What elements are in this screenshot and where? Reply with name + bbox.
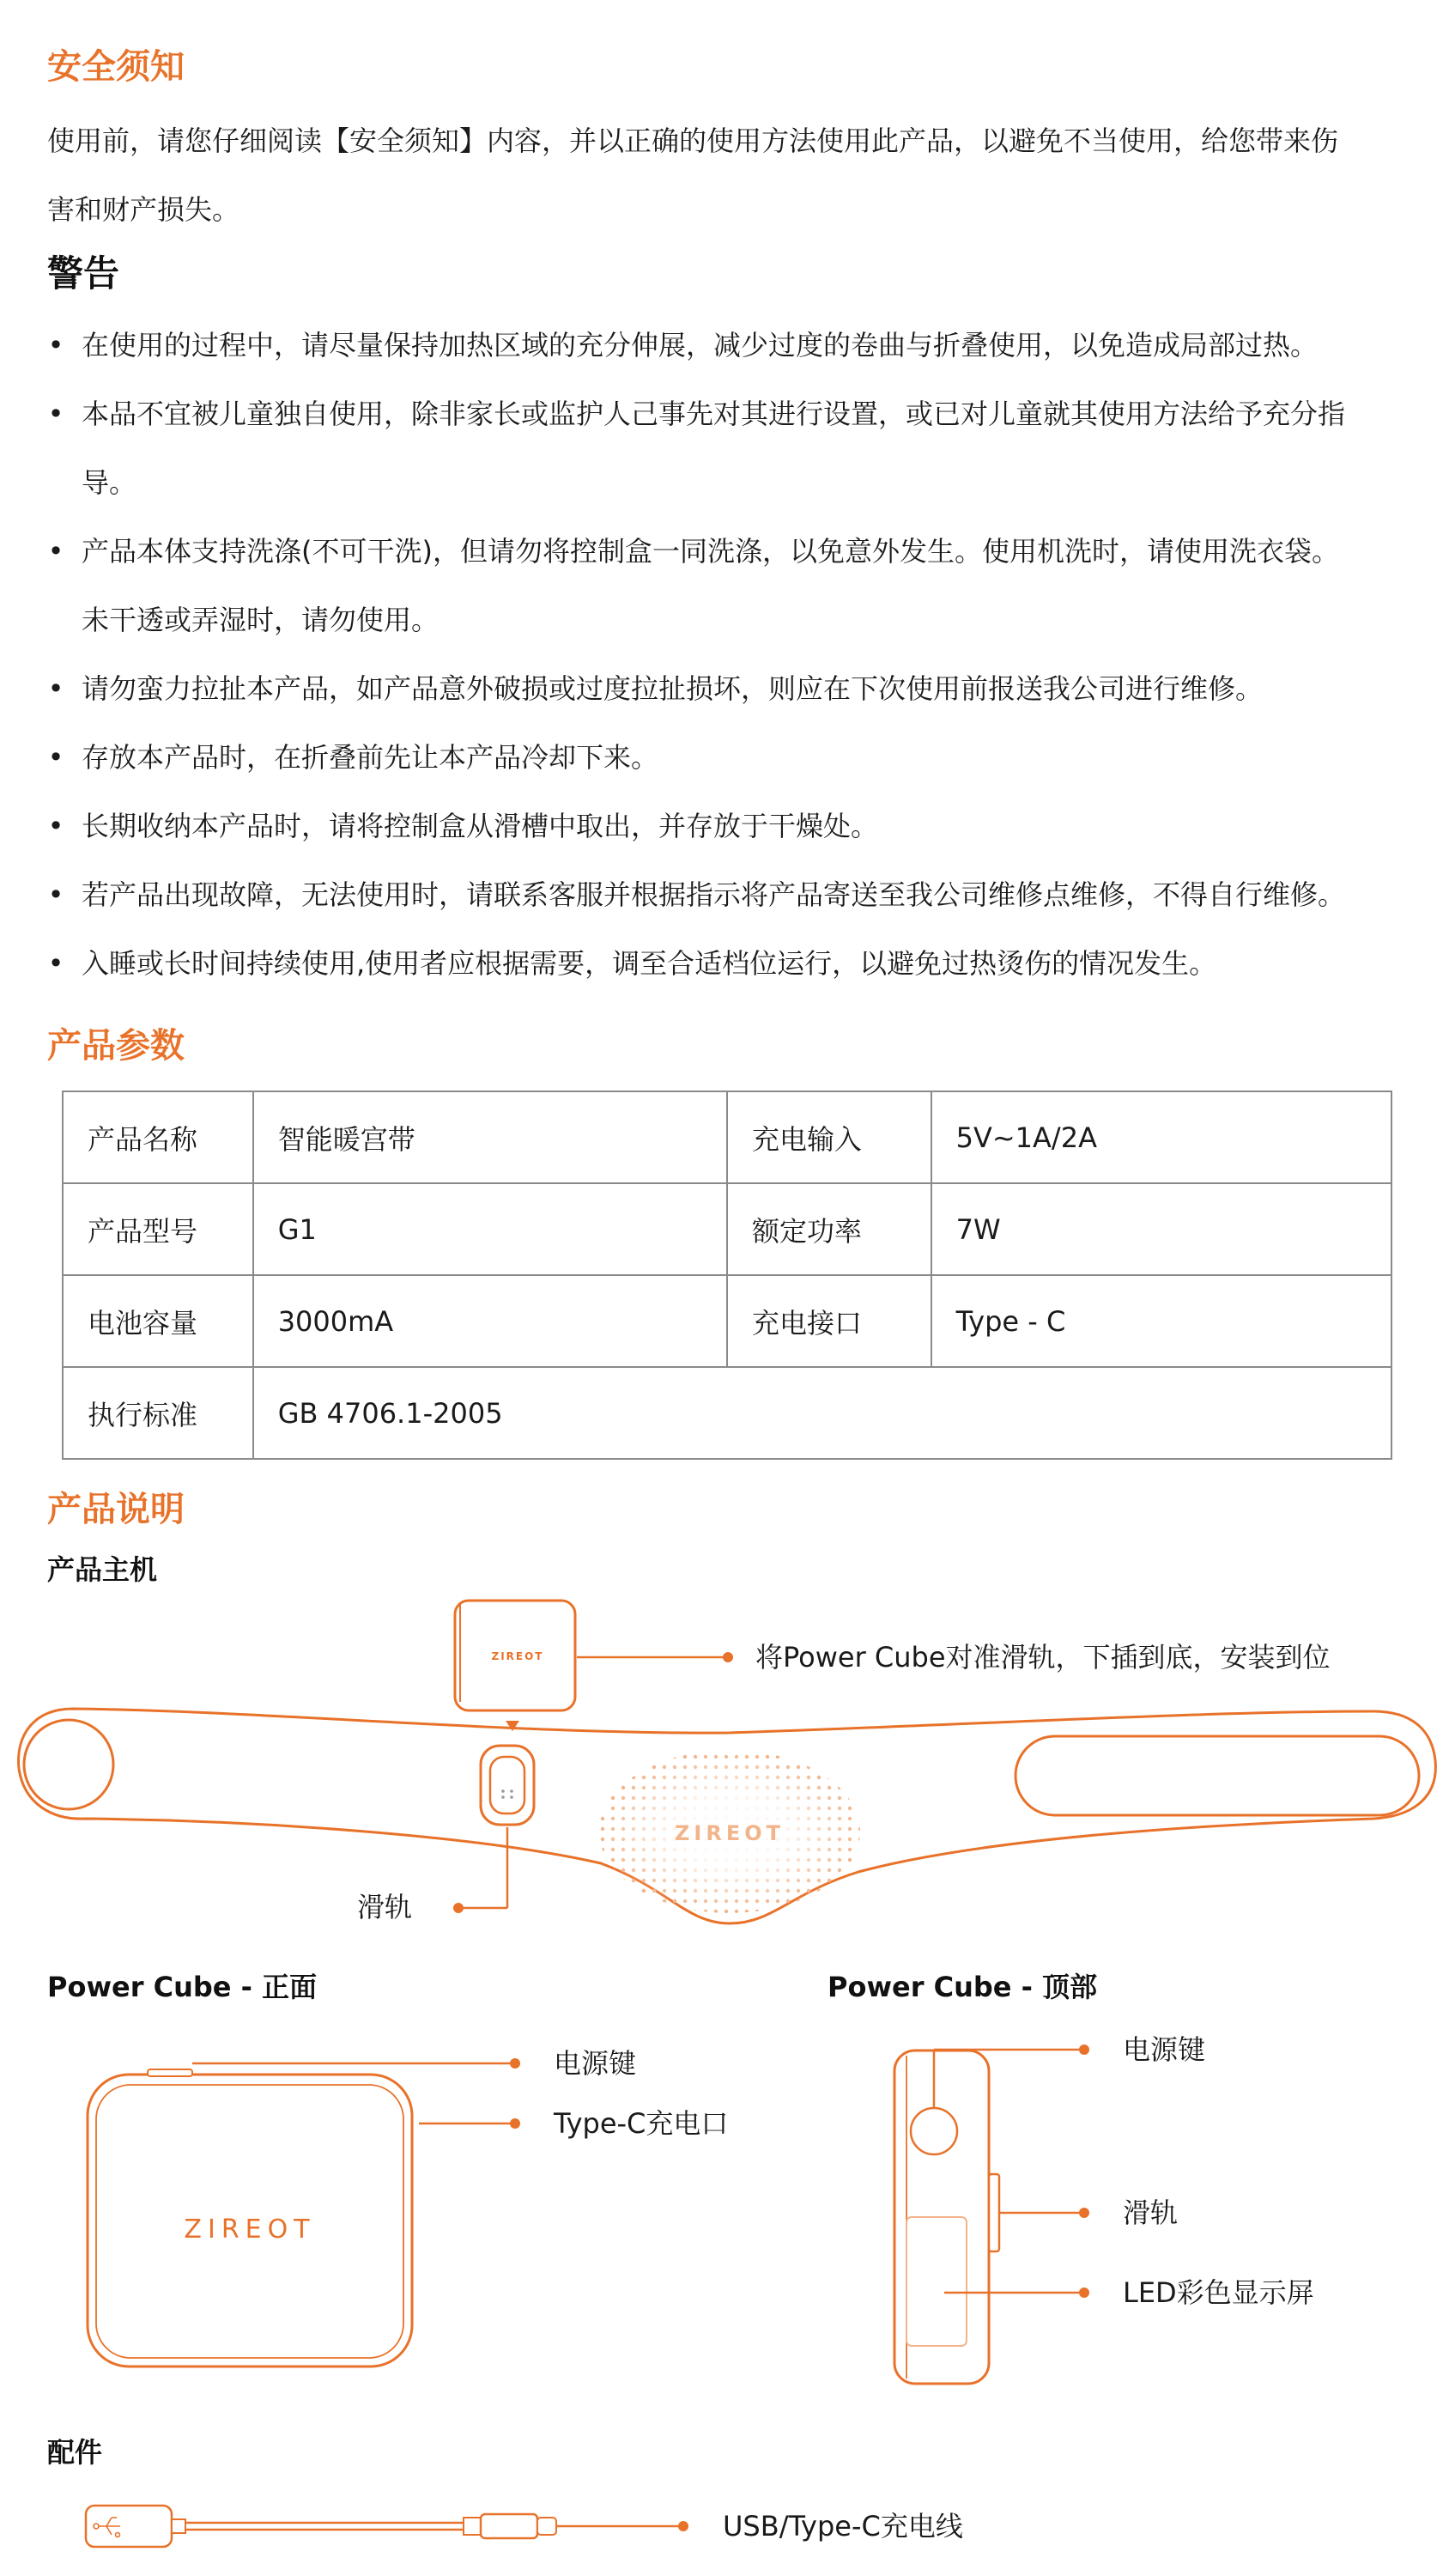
insert-arrow-icon [506,1721,519,1731]
bullet-dot: • [47,947,64,980]
warning-item [47,380,1421,517]
bullet-dot: • [47,672,64,705]
warning-item-line: 入睡或长时间持续使用,使用者应根据需要，调至合适档位运行，以避免过热烫伤的情况发生。 [82,947,1217,980]
spec-key: 充电输入 [727,1091,931,1183]
power-button [148,2069,192,2076]
heating-belt-illustration [0,1580,1449,1958]
cube-small-brand: ZIREOT [491,1650,544,1662]
spec-value: GB 4706.1-2005 [253,1367,1391,1459]
bullet-dot: • [47,741,64,774]
bullet-dot: • [47,535,64,568]
table-row [63,1275,1391,1367]
warning-item-line: 长期收纳本产品时，请将控制盒从滑槽中取出，并存放于干燥处。 [82,810,879,842]
warning-item [47,792,1421,860]
safety-intro-line-2: 害和财产损失。 [47,193,240,226]
warning-list [47,311,1421,998]
spec-key: 额定功率 [727,1183,931,1275]
typec-port-label: Type-C充电口 [554,2107,729,2140]
main-unit-title: 产品主机 [47,1553,158,1586]
warning-item-line: 本品不宜被儿童独自使用，除非家长或监护人己事先对其进行设置，或已对儿童就其使用方法给予充分指 [82,398,1346,430]
spec-key: 产品名称 [63,1091,253,1183]
spec-value: 5V~1A/2A [931,1091,1391,1183]
led-screen-label: LED彩色显示屏 [1123,2276,1314,2309]
power-key-label-top: 电源键 [1123,2033,1206,2066]
warning-item-line: 存放本产品时，在折叠前先让本产品冷却下来。 [82,741,659,774]
warning-item [47,929,1421,998]
bullet-dot: • [47,878,64,911]
description-title: 产品说明 [47,1490,185,1529]
install-instruction-label: 将Power Cube对准滑轨，下插到底，安装到位 [755,1641,1331,1674]
typec-plug [481,2514,537,2538]
power-cube-front-illustration [77,2035,558,2396]
safety-intro-line-1: 使用前，请您仔细阅读【安全须知】内容，并以正确的使用方法使用此产品，以避免不当使用，给您带来伤 [47,125,1339,157]
spec-value: G1 [253,1183,727,1275]
power-key-label-front: 电源键 [554,2047,637,2080]
spec-value: 7W [931,1183,1391,1275]
power-cube-top-illustration [858,2018,1167,2396]
warning-item-line: 产品本体支持洗涤(不可干洗)，但请勿将控制盒一同洗涤，以免意外发生。使用机洗时，请使用洗衣袋。 [82,535,1339,568]
spec-key: 充电接口 [727,1275,931,1367]
belt-right-capsule [1016,1736,1419,1815]
warning-item [47,517,1421,654]
warning-title: 警告 [47,252,120,295]
rail-label-top: 滑轨 [1123,2196,1179,2229]
cube-front-brand: ZIREOT [184,2215,316,2245]
accessories-title: 配件 [47,2436,103,2469]
spec-value: 智能暖宫带 [253,1091,727,1183]
usb-cable-illustration [77,2490,712,2559]
top-title: Power Cube - 顶部 [828,1971,1098,2003]
params-title: 产品参数 [47,1026,185,1066]
spec-key: 电池容量 [63,1275,253,1367]
bullet-dot: • [47,810,64,842]
warning-item [47,723,1421,792]
bullet-dot: • [47,329,64,361]
warning-item-line: 导。 [82,466,137,499]
spec-value: 3000mA [253,1275,727,1367]
power-button-top [911,2108,957,2154]
safety-intro [47,106,1421,244]
warning-item [47,311,1421,380]
belt-brand: ZIREOT [675,1821,785,1845]
table-row [63,1183,1391,1275]
bullet-dot: • [47,398,64,430]
warning-item-line: 若产品出现故障，无法使用时，请联系客服并根据指示将产品寄送至我公司维修点维修，不得自行维修。 [82,878,1346,911]
warning-item-line: 未干透或弄湿时，请勿使用。 [82,604,440,636]
spec-key: 产品型号 [63,1183,253,1275]
warning-item [47,654,1421,723]
table-row [63,1091,1391,1183]
warning-item-line: 请勿蛮力拉扯本产品，如产品意外破损或过度拉扯损坏，则应在下次使用前报送我公司进行维修。 [82,672,1264,705]
spec-value: Type - C [931,1275,1391,1367]
front-title: Power Cube - 正面 [47,1971,318,2003]
spec-key: 执行标准 [63,1367,253,1459]
spec-table [62,1091,1392,1460]
warning-item-line: 在使用的过程中，请尽量保持加热区域的充分伸展，减少过度的卷曲与折叠使用，以免造成局部过热。 [82,329,1319,361]
belt-left-circle [24,1720,113,1809]
rail-tab [989,2174,999,2251]
table-row [63,1367,1391,1459]
cable-label: USB/Type-C充电线 [723,2510,963,2543]
warning-item [47,860,1421,929]
rail-label: 滑轨 [357,1891,413,1923]
safety-title: 安全须知 [47,47,185,87]
